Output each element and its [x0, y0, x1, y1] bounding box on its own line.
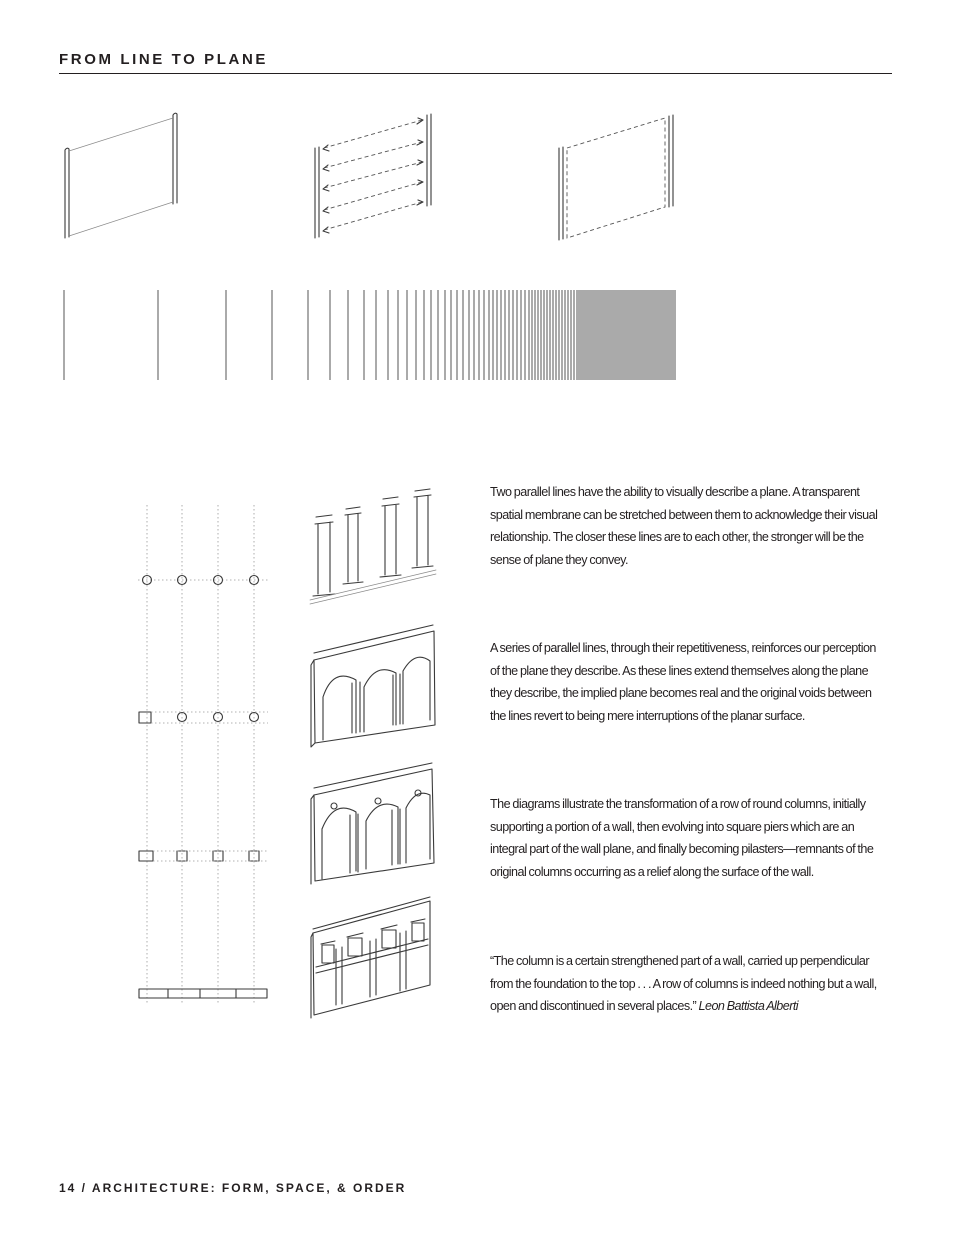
- paragraph-column-transformation: The diagrams illustrate the transformation of a row of round columns, initially supporting a portion of a wall, then evolving into square piers which are an integral part of the wall plane, and finally becoming pilasters—remnants of the original columns occurring as a relief along the surface of the wall.: [490, 797, 874, 879]
- page-footer: 14 / ARCHITECTURE: FORM, SPACE, & ORDER: [59, 1181, 407, 1195]
- column-plan-diagrams: [130, 495, 275, 1015]
- arcade-columns-sketch: [308, 625, 440, 747]
- paragraph-alberti-quote: [490, 950, 885, 1018]
- posts-arrows-sketch: [310, 110, 440, 245]
- posts-dashed-plane-sketch: [555, 110, 685, 245]
- round-columns-sketch: [308, 484, 438, 606]
- page-header: [59, 51, 892, 74]
- two-posts-plane-sketch: [60, 110, 190, 245]
- paragraph-series-parallel-lines: A series of parallel lines, through their repetitiveness, reinforces our perception of the plane they describe. As these lines extend themselves along the plane they describe, the implied plane becomes real and the original voids between the lines revert to being mere interruptions of the planar surface.: [490, 641, 876, 723]
- arcade-piers-sketch: [308, 763, 440, 885]
- quote-attribution: Leon Battista Alberti: [698, 999, 799, 1014]
- wall-pilasters-sketch: [308, 897, 440, 1019]
- quote-text: “The column is a certain strengthened part of a wall, carried up perpendicular from the foundation to the top . . . A row of columns is indeed nothing but a wall, open and discontinued in several places.”: [490, 954, 877, 1014]
- parallel-lines-density-sketch: [60, 288, 680, 383]
- paragraph-two-parallel-lines: Two parallel lines have the ability to visually describe a plane. A transparent spatial membrane can be stretched between them to acknowledge their visual relationship. The closer these lines are to each other, the stronger will be the sense of plane they convey.: [490, 485, 878, 567]
- page-title: FROM LINE TO PLANE: [59, 51, 269, 68]
